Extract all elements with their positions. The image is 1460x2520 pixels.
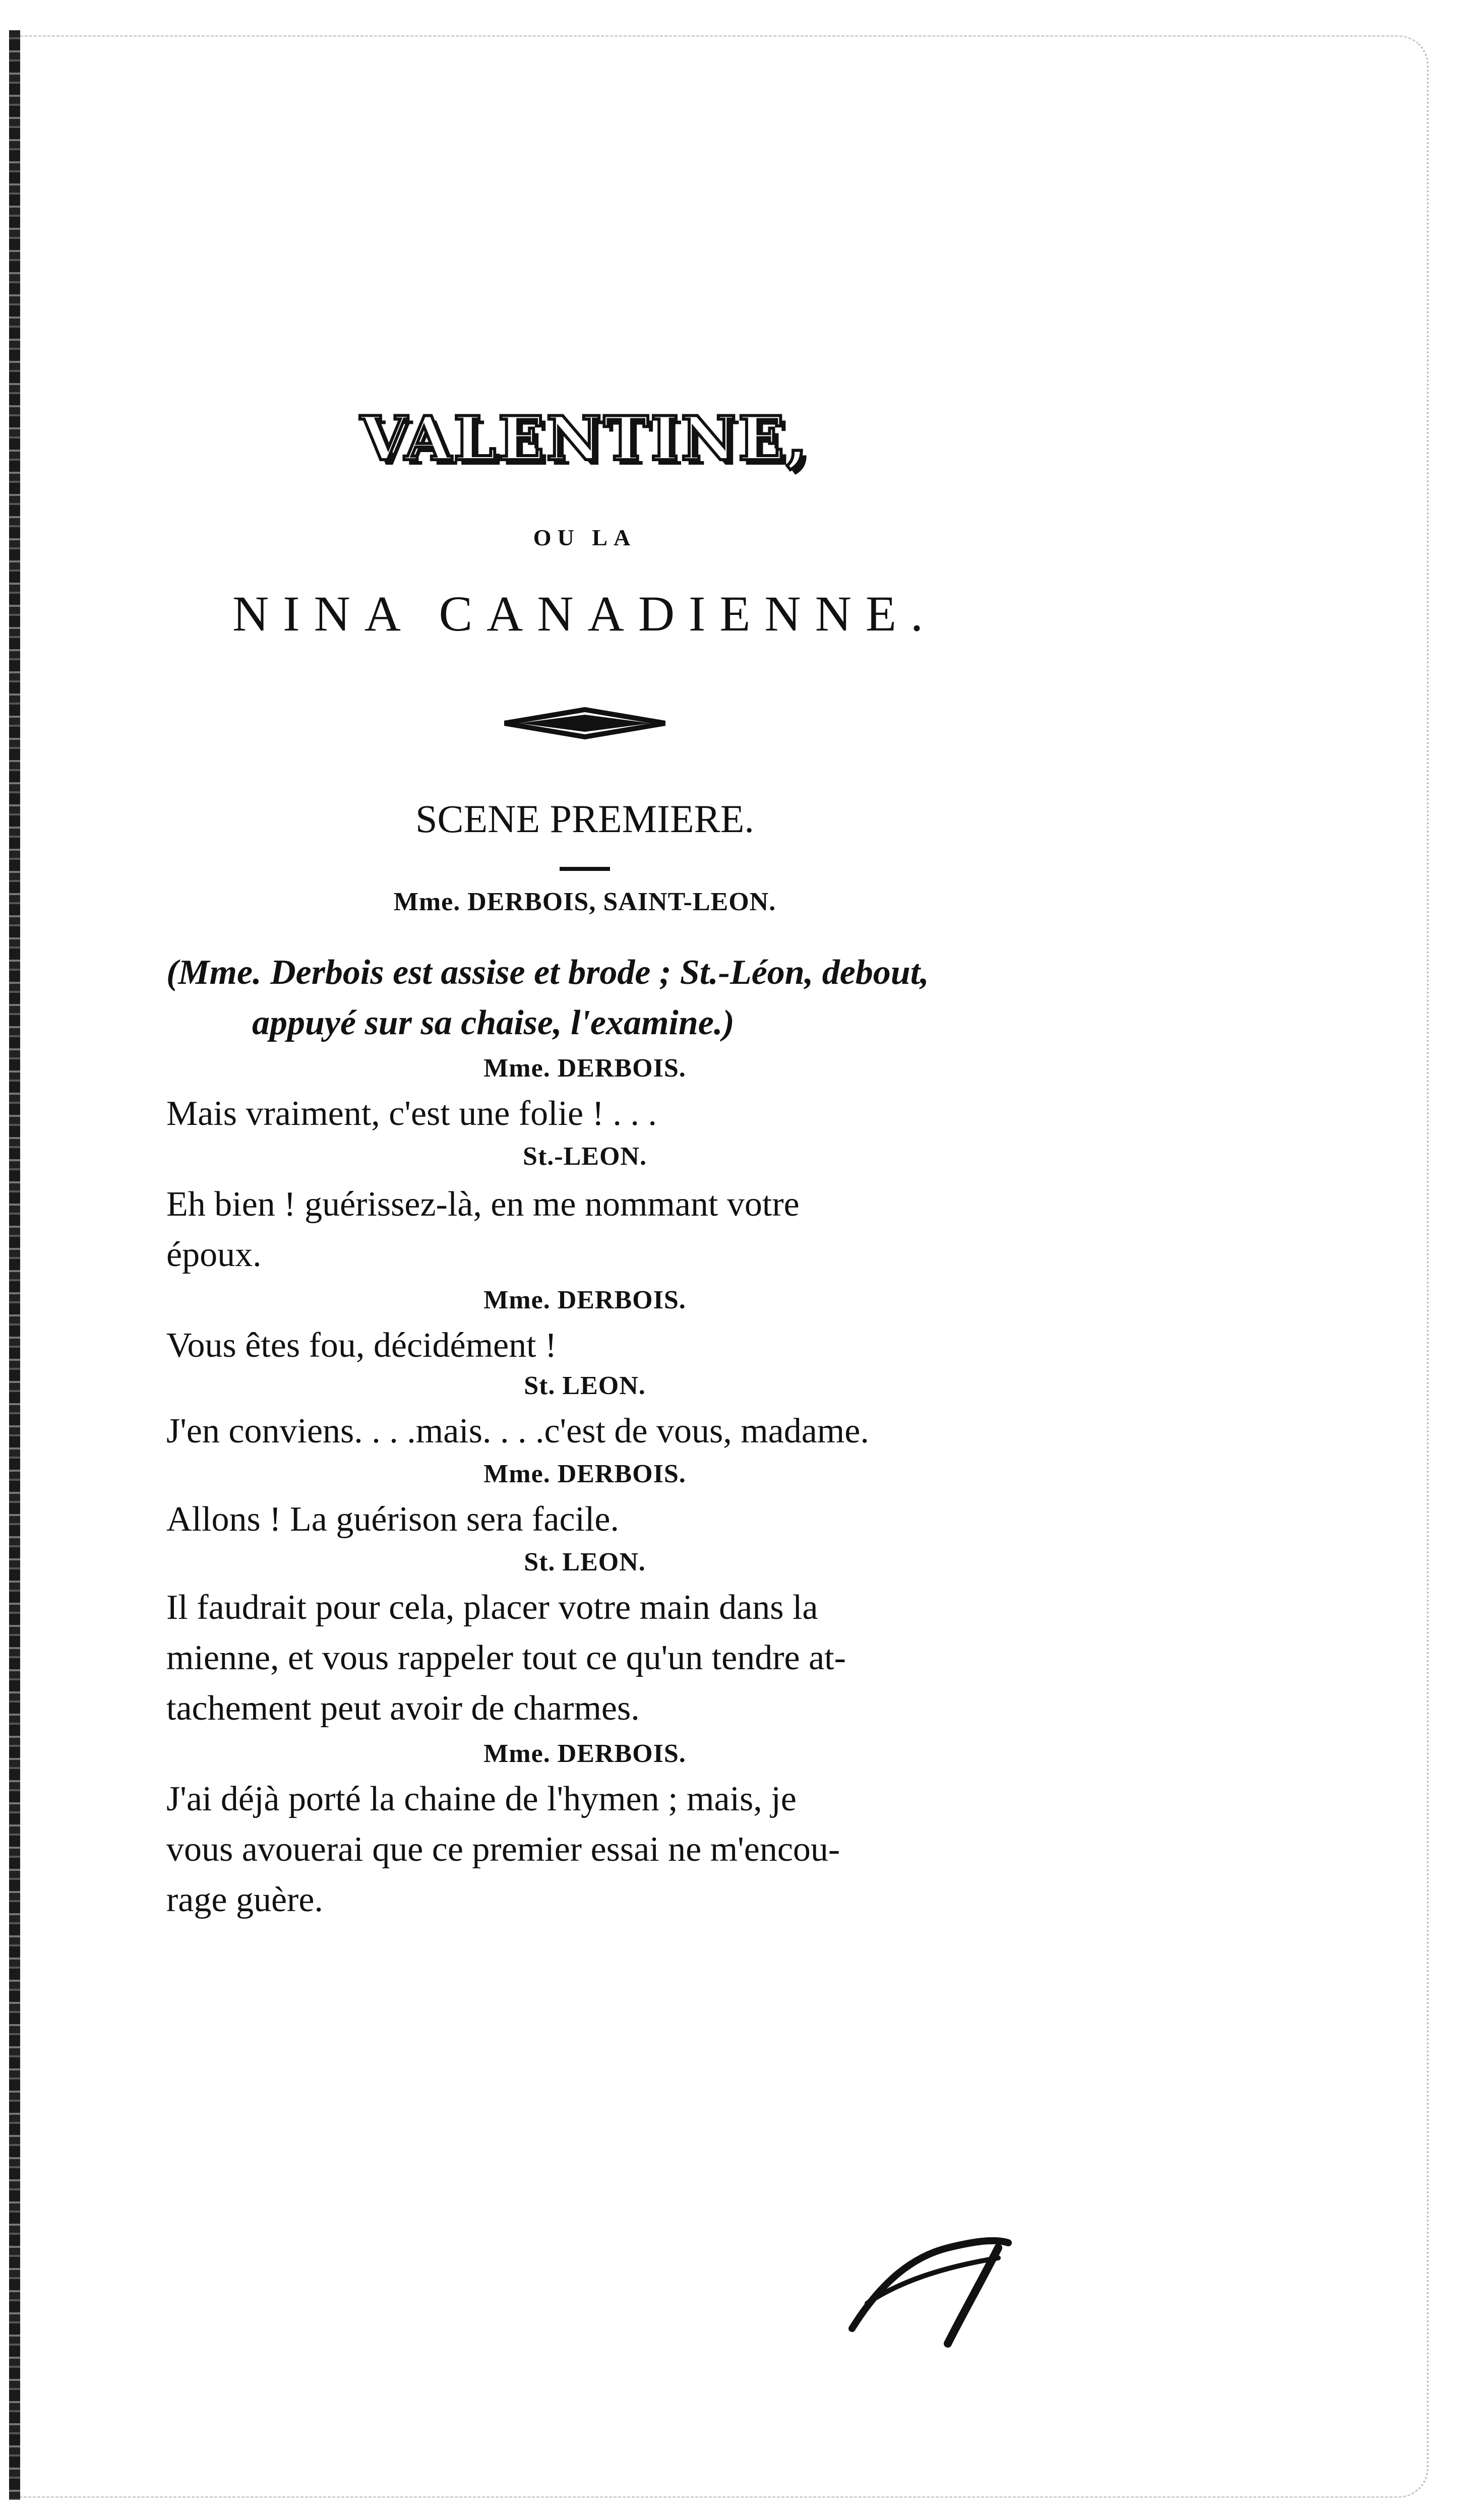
- characters-list: Mme. DERBOIS, SAINT-LEON.: [393, 888, 776, 916]
- dialogue-line: Il faudrait pour cela, placer votre main dans la: [166, 1588, 818, 1627]
- dialogue-line: tachement peut avoir de charmes.: [166, 1689, 640, 1728]
- dialogue-line: J'en conviens. . . .mais. . . .c'est de vous, madame.: [166, 1412, 869, 1451]
- dialogue-line: rage guère.: [166, 1880, 323, 1919]
- speaker-name: St. LEON.: [524, 1371, 646, 1400]
- stage-direction-line: (Mme. Derbois est assise et brode ; St.-Léon, debout,: [166, 953, 929, 992]
- scene-heading: SCENE PREMIERE.: [415, 797, 754, 841]
- dialogue-line: mienne, et vous rappeler tout ce qu'un tendre at-: [166, 1639, 846, 1677]
- ornament-divider: [504, 706, 665, 741]
- speaker-name: Mme. DERBOIS.: [483, 1286, 686, 1314]
- binding-edge: [9, 30, 20, 2500]
- dialogue-line: Allons ! La guérison sera facile.: [166, 1500, 620, 1539]
- dialogue-line: J'ai déjà porté la chaine de l'hymen ; mais, je: [166, 1780, 797, 1818]
- dialogue-line: époux.: [166, 1235, 262, 1274]
- play-subtitle: NINA CANADIENNE.: [232, 586, 937, 642]
- speaker-name: St. LEON.: [524, 1548, 646, 1577]
- dialogue-line: Vous êtes fou, décidément !: [166, 1326, 557, 1365]
- handwritten-mark: [847, 2228, 1013, 2349]
- dialogue-line: Eh bien ! guérissez-là, en me nommant votre: [166, 1185, 800, 1224]
- speaker-name: Mme. DERBOIS.: [483, 1460, 686, 1488]
- speaker-name: Mme. DERBOIS.: [483, 1054, 686, 1083]
- heading-rule: [560, 867, 610, 871]
- speaker-name: St.-LEON.: [523, 1142, 647, 1171]
- dialogue-line: vous avouerai que ce premier essai ne m'encou-: [166, 1830, 840, 1869]
- title-conjunction: OU LA: [533, 525, 637, 550]
- dialogue-line: Mais vraiment, c'est une folie ! . . .: [166, 1094, 657, 1133]
- play-title: VALENTINE,: [360, 403, 810, 474]
- stage-direction-line: appuyé sur sa chaise, l'examine.): [252, 1003, 735, 1042]
- speaker-name: Mme. DERBOIS.: [483, 1739, 686, 1768]
